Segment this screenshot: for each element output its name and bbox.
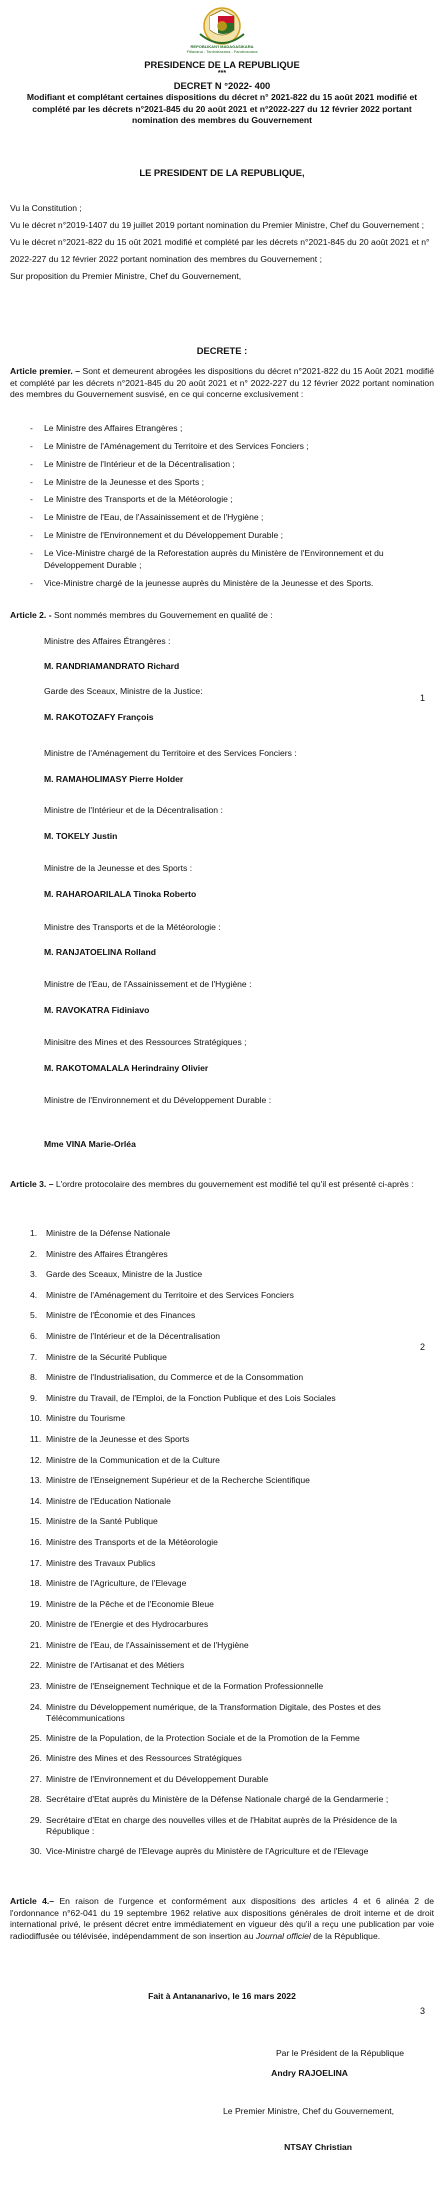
appointment-post: Ministre de l'Environnement et du Développement Durable : — [44, 1095, 272, 1105]
article-2-text: Sont nommés membres du Gouvernement en qualité de : — [51, 610, 273, 620]
ordered-list-item — [10, 1413, 434, 1424]
list-item: - Le Ministre de l'Intérieur et de la Décentralisation ; — [10, 458, 434, 470]
page-number: 1 — [420, 693, 426, 703]
list-item-number: 5. — [30, 1310, 38, 1321]
ordered-list-item — [10, 1537, 434, 1548]
list-item: - Le Vice-Ministre chargé de la Reforestation auprès du Ministère de l'Environnement et du Développement Durable ; — [10, 547, 434, 572]
list-item-text: Ministre de la Défense Nationale — [46, 1228, 171, 1238]
ordered-list-item — [10, 1774, 434, 1785]
president-heading: LE PRESIDENT DE LA REPUBLIQUE, — [139, 167, 305, 178]
list-item-text: Ministre de l'Économie et des Finances — [46, 1310, 196, 1321]
ordered-list-item — [10, 1455, 434, 1466]
list-item-number: 24. — [30, 1701, 42, 1712]
appointment-post: Ministre de la Jeunesse et des Sports : — [44, 863, 193, 873]
list-item-number: 8. — [30, 1372, 38, 1383]
list-item: - Le Ministre de l'Environnement et du Développement Durable ; — [10, 529, 434, 541]
list-item-text: Garde des Sceaux, Ministre de la Justice — [46, 1269, 203, 1280]
ordered-list-item — [10, 1702, 434, 1724]
list-item-number: 17. — [30, 1557, 42, 1568]
article-4 — [10, 1896, 434, 1942]
appointment-post: Ministre de l'Aménagement du Territoire et des Services Fonciers : — [44, 748, 297, 758]
ordered-list-item — [10, 1228, 434, 1239]
ordered-list-item — [10, 1372, 434, 1383]
decret-objet: Modifiant et complétant certaines dispositions du décret n° 2021-822 du 15 août 2021 modifié et complété par les décrets n°2021-845 du 20 août 2021 et n°2022-227 du 12 février 2022 portant nomination des membres du Gouvernement — [26, 92, 418, 126]
seal-motto-country: REPOBLIKAN'I MADAGASIKARA — [190, 44, 254, 49]
seal-motto: Fitiavana - Tanindrazana - Fandrosoana — [186, 49, 258, 54]
appointment-name: M. RAKOTOZAFY François — [44, 712, 154, 722]
list-item-text: Ministre de l'Aménagement du Territoire et des Services Fonciers — [46, 1289, 294, 1300]
ordered-list-item — [10, 1434, 434, 1445]
article-4-label: Article 4.– — [10, 1896, 55, 1906]
visa-item: Sur proposition du Premier Ministre, Chef du Gouvernement, — [10, 271, 242, 281]
list-item-text: Ministre de l'Environnement et du Développement Durable — [46, 1773, 269, 1784]
visa-item: Vu le décret n°2019-1407 du 19 juillet 2019 portant nomination du Premier Ministre, Chef du Gouvernement ; — [10, 220, 424, 230]
appointment-name: M. RANJATOELINA Rolland — [44, 947, 157, 957]
list-item-number: 30. — [30, 1846, 42, 1857]
pm-name: NTSAY Christian — [284, 2142, 352, 2152]
list-item-text: Ministre de la Sécurité Publique — [46, 1351, 167, 1362]
list-item-text: Ministre de la Pêche et de l'Economie Bleue — [46, 1598, 214, 1609]
list-item-number: 20. — [30, 1619, 42, 1630]
article-3-label: Article 3. – — [10, 1179, 54, 1189]
list-item-number: 26. — [30, 1753, 42, 1764]
list-item-number: 2. — [30, 1248, 38, 1259]
article-4-text-end: de la République. — [310, 1930, 381, 1941]
pm-title: Le Premier Ministre, Chef du Gouvernement, — [223, 2106, 394, 2116]
separator-stars: *** — [217, 70, 227, 77]
list-item-text: Ministre de l'Enseignement Supérieur et de la Recherche Scientifique — [46, 1475, 310, 1486]
list-item-number: 23. — [30, 1681, 42, 1692]
appointment-post: Garde des Sceaux, Ministre de la Justice: — [44, 686, 203, 696]
appointment-post: Ministre de l'Intérieur et de la Décentralisation : — [44, 805, 223, 815]
list-item-text: Ministre des Mines et des Ressources Stratégiques — [46, 1753, 242, 1764]
list-item-number: 12. — [30, 1454, 42, 1465]
list-item-text: Ministre du Tourisme — [46, 1413, 126, 1424]
list-item-text: Ministre de l'Energie et des Hydrocarbures — [46, 1619, 209, 1630]
article-2-intro — [10, 609, 434, 621]
list-item: - Le Ministre de l'Aménagement du Territoire et des Services Fonciers ; — [10, 440, 434, 452]
page-number: 3 — [420, 2006, 426, 2016]
ordered-list-item — [10, 1310, 434, 1321]
list-item-number: 10. — [30, 1413, 42, 1424]
ordered-list-item — [10, 1516, 434, 1527]
list-item-text: Ministre de la Jeunesse et des Sports — [46, 1433, 190, 1444]
list-item-text: Ministre du Travail, de l'Emploi, de la Fonction Publique et des Lois Sociales — [46, 1392, 336, 1403]
list-item-number: 18. — [30, 1578, 42, 1589]
article-1-text: Sont et demeurent abrogées les dispositions du décret n°2021-822 du 15 Août 2021 modifié et complété par les décrets n°2021-845 du 20 août 2021 et n° 2022-227 du 12 février 2022 portant nomination des membres du Gouvernement susvisé, en ce qui concerne exclusivement : — [10, 366, 434, 400]
article-1-list — [10, 422, 434, 595]
visa-item: Vu la Constitution ; — [10, 203, 82, 213]
list-item-number: 27. — [30, 1773, 42, 1784]
article-3-intro — [10, 1176, 434, 1194]
ordered-list-item — [10, 1640, 434, 1651]
ordered-list-item — [10, 1681, 434, 1692]
list-item-number: 19. — [30, 1598, 42, 1609]
ordered-list-item — [10, 1290, 434, 1301]
ordered-list-item — [10, 1475, 434, 1486]
list-item-text: Secrétaire d'Etat en charge des nouvelles villes et de l'Habitat auprès de la Présidence de la République : — [46, 1814, 398, 1836]
decret-number: DECRET N °2022- 400 — [173, 80, 271, 91]
ordered-list-item — [10, 1846, 434, 1857]
appointment-name: M. RAMAHOLIMASY Pierre Holder — [44, 774, 184, 784]
ordered-list-item — [10, 1619, 434, 1630]
article-3-text: L'ordre protocolaire des membres du gouvernement est modifié tel qu'il est présenté ci-après : — [53, 1179, 414, 1189]
ordered-list-item — [10, 1733, 434, 1744]
appointment-name: M. RANDRIAMANDRATO Richard — [44, 661, 180, 671]
appointment-name: M. RAHAROARILALA Tinoka Roberto — [44, 889, 197, 899]
appointment-post: Ministre des Affaires Étrangères : — [44, 636, 171, 646]
list-item-text: Ministre du Développement numérique, de la Transformation Digitale, des Postes et des Télécommunications — [46, 1701, 381, 1723]
article-2-label: Article 2. - — [10, 610, 52, 620]
list-item-text: Ministre de l'Industrialisation, du Commerce et de la Consommation — [46, 1372, 304, 1383]
ordered-list-item — [10, 1599, 434, 1610]
appointment-name: M. TOKELY Justin — [44, 831, 118, 841]
list-item: - Le Ministre des Transports et de la Météorologie ; — [10, 493, 434, 505]
list-item-text: Ministre de l'Agriculture, de l'Elevage — [46, 1578, 187, 1589]
ordered-list-item — [10, 1815, 434, 1837]
ordered-list-item — [10, 1352, 434, 1363]
president-name: Andry RAJOELINA — [271, 2068, 348, 2078]
list-item-text: Ministre de l'Artisanat et des Métiers — [46, 1660, 185, 1671]
list-item-text: Ministre de la Population, de la Protection Sociale et de la Promotion de la Femme — [46, 1733, 360, 1744]
appointment-post: Minisitre des Mines et des Ressources Stratégiques ; — [44, 1037, 247, 1047]
appointment-name: M. RAKOTOMALALA Herindrainy Olivier — [44, 1063, 209, 1073]
article-1-label: Article premier. – — [10, 366, 80, 376]
list-item: - Vice-Ministre chargé de la jeunesse auprès du Ministère de la Jeunesse et des Sports. — [10, 577, 434, 589]
list-item: - Le Ministre de la Jeunesse et des Sports ; — [10, 476, 434, 488]
ordered-list-item — [10, 1496, 434, 1507]
article-1-intro — [10, 366, 434, 401]
list-item-number: 25. — [30, 1733, 42, 1744]
list-item-text: Ministre des Travaux Publics — [46, 1557, 156, 1568]
presidence-title: PRESIDENCE DE LA REPUBLIQUE — [144, 59, 300, 70]
list-item-text: Ministre des Affaires Étrangères — [46, 1248, 168, 1259]
list-item: - Le Ministre de l'Eau, de l'Assainissement et de l'Hygiène ; — [10, 511, 434, 523]
list-item-number: 14. — [30, 1495, 42, 1506]
visas-block — [10, 200, 434, 285]
list-item: - Le Ministre des Affaires Etrangères ; — [10, 422, 434, 434]
list-item-number: 7. — [30, 1351, 38, 1362]
appointment-post: Ministre de l'Eau, de l'Assainissement et de l'Hygiène : — [44, 979, 252, 989]
ordered-list-item — [10, 1753, 434, 1764]
visa-item: Vu le décret n°2021-822 du 15 oût 2021 modifié et complété par les décrets n°2021-845 du 20 août 2021 et n° 2022-227 du 12 février 2022 portant nomination des membres du Gouvernement ; — [10, 237, 430, 264]
journal-officiel: Journal officiel — [255, 1930, 311, 1941]
par-le-president: Par le Président de la République — [275, 2048, 404, 2058]
list-item-number: 28. — [30, 1794, 42, 1805]
decrete-heading: DECRETE : — [196, 345, 248, 356]
list-item-number: 29. — [30, 1814, 42, 1825]
list-item-number: 16. — [30, 1536, 42, 1547]
list-item-number: 13. — [30, 1475, 42, 1486]
list-item-text: Vice-Ministre chargé de l'Elevage auprès du Ministère de l'Agriculture et de l'Elevage — [46, 1846, 369, 1857]
list-item-text: Ministre de la Santé Publique — [46, 1516, 158, 1527]
appointment-name: Mme VINA Marie-Orléa — [44, 1139, 136, 1149]
ordered-list-item — [10, 1269, 434, 1280]
list-item-number: 3. — [30, 1269, 38, 1280]
ordered-list-item — [10, 1249, 434, 1260]
list-item-number: 11. — [30, 1433, 42, 1444]
list-item-number: 15. — [30, 1516, 42, 1527]
ordered-list-item — [10, 1660, 434, 1671]
list-item-text: Ministre de l'Intérieur et de la Décentralisation — [46, 1330, 221, 1341]
article-3-ordered-list — [10, 1228, 434, 1867]
list-item-text: Ministre de l'Education Nationale — [46, 1495, 171, 1506]
ordered-list-item — [10, 1578, 434, 1589]
ordered-list-item — [10, 1794, 434, 1805]
page-number: 2 — [420, 1342, 426, 1352]
ordered-list-item — [10, 1331, 434, 1342]
list-item-text: Ministre des Transports et de la Météorologie — [46, 1536, 218, 1547]
fait-a: Fait à Antananarivo, le 16 mars 2022 — [148, 1991, 296, 2001]
list-item-number: 6. — [30, 1330, 38, 1341]
list-item-text: Ministre de l'Eau, de l'Assainissement et de l'Hygiène — [46, 1639, 249, 1650]
list-item-number: 22. — [30, 1660, 42, 1671]
ordered-list-item — [10, 1558, 434, 1569]
appointment-name: M. RAVOKATRA Fidiniavo — [44, 1005, 150, 1015]
list-item-text: Ministre de la Communication et de la Culture — [46, 1454, 220, 1465]
article-4-text: En raison de l'urgence et conformément aux dispositions des articles 4 et 6 alinéa 2 de l'ordonnance n°62-041 du 19 septembre 1962 relative aux dispositions générales de droit interne et de droit international privé, le présent décret entre immédiatement en vigueur dès qu'il a reçu une publication par voie radiodiffusée ou télévisée, indépendamment de son insertion au — [10, 1896, 434, 1941]
list-item-number: 21. — [30, 1639, 42, 1650]
ordered-list-item — [10, 1393, 434, 1404]
list-item-text: Ministre de l'Enseignement Technique et de la Formation Professionnelle — [46, 1681, 324, 1692]
list-item-text: Secrétaire d'Etat auprès du Ministère de la Défense Nationale chargé de la Gendarmerie ; — [46, 1794, 389, 1805]
list-item-number: 1. — [30, 1228, 38, 1238]
appointment-post: Ministre des Transports et de la Météorologie : — [44, 922, 221, 932]
list-item-number: 4. — [30, 1289, 38, 1300]
list-item-number: 9. — [30, 1392, 38, 1403]
